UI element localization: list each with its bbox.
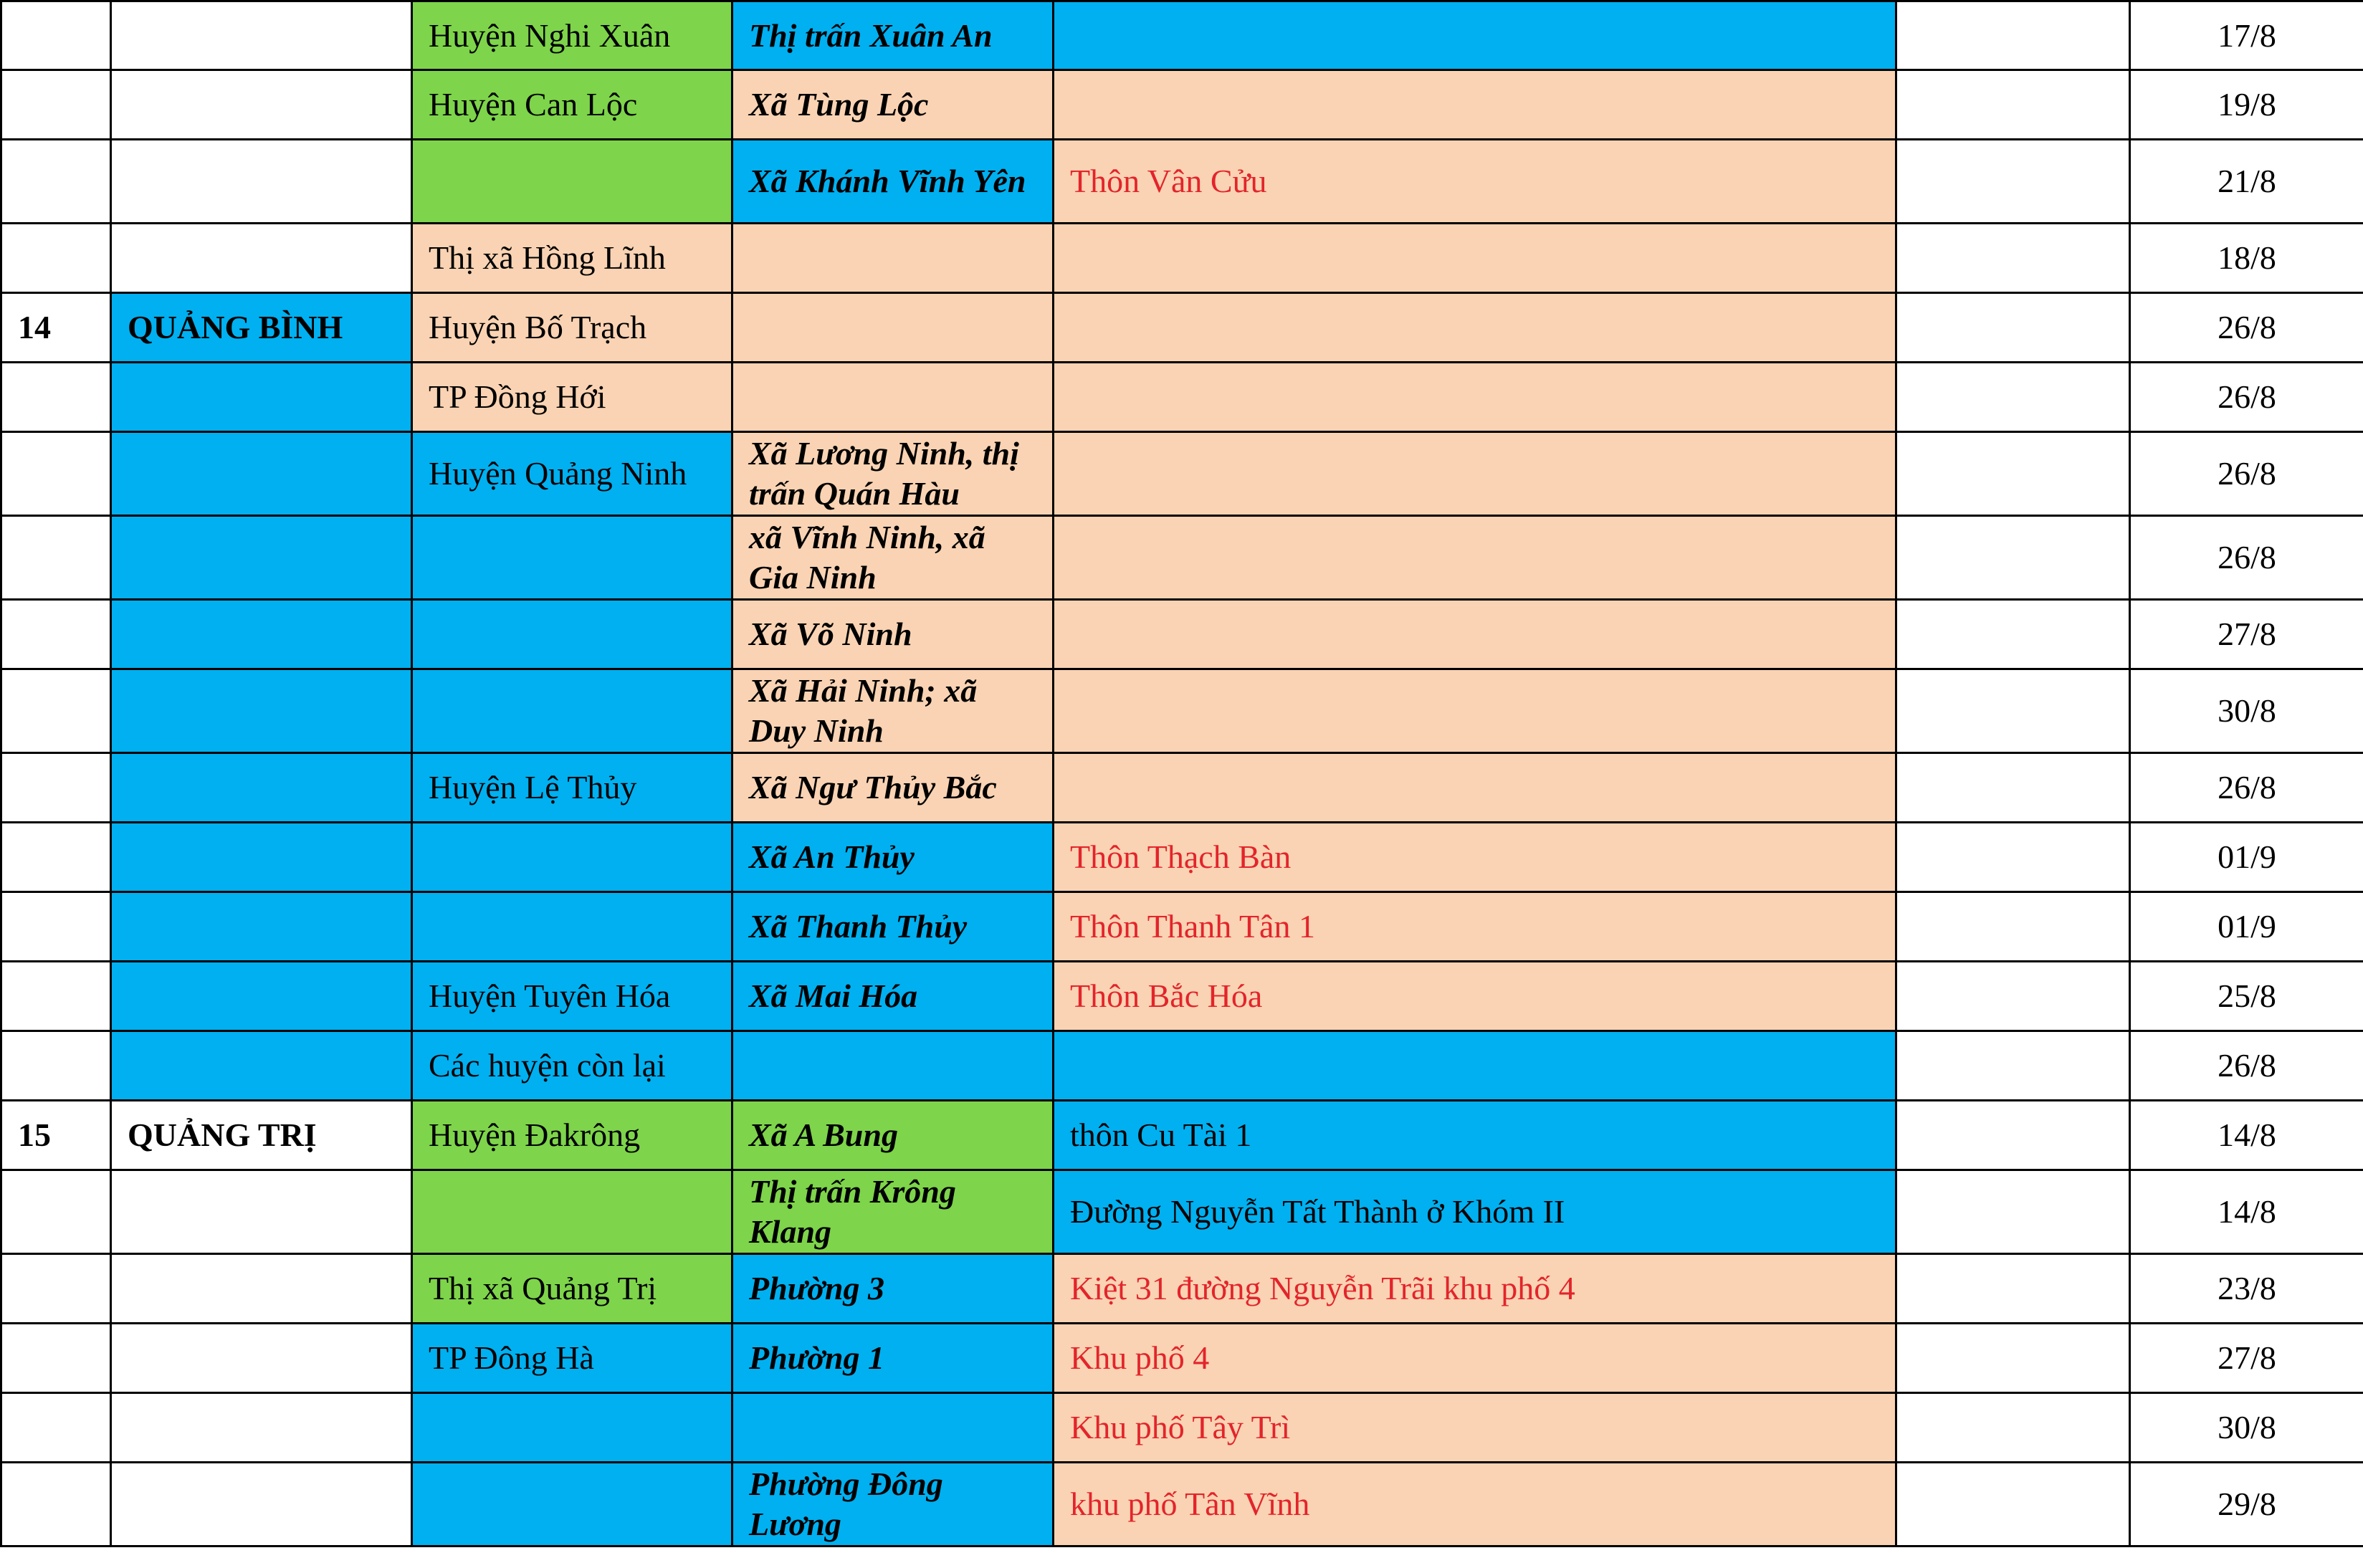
ward-cell <box>732 363 1054 432</box>
row-number: 14 <box>1 293 111 363</box>
extra-cell <box>1896 962 2130 1031</box>
village-cell <box>1054 600 1896 669</box>
district-cell: Huyện Bố Trạch <box>412 293 732 363</box>
table-row <box>1 1 2363 70</box>
table-row <box>1 293 2363 363</box>
ward-cell: Xã Mai Hóa <box>732 962 1054 1031</box>
ward-cell: Xã Võ Ninh <box>732 600 1054 669</box>
date-cell: 25/8 <box>2130 962 2363 1031</box>
date-cell: 26/8 <box>2130 363 2363 432</box>
province-cell <box>111 1170 412 1254</box>
table-row <box>1 516 2363 600</box>
date-cell: 29/8 <box>2130 1463 2363 1547</box>
village-cell: khu phố Tân Vĩnh <box>1054 1463 1896 1547</box>
ward-cell: Xã An Thủy <box>732 823 1054 892</box>
extra-cell <box>1896 823 2130 892</box>
table-row <box>1 1031 2363 1101</box>
table-row <box>1 363 2363 432</box>
table-row <box>1 1254 2363 1324</box>
district-cell: TP Đồng Hới <box>412 363 732 432</box>
province-cell <box>111 892 412 962</box>
village-cell <box>1054 224 1896 293</box>
ward-cell <box>732 293 1054 363</box>
village-cell: thôn Cu Tài 1 <box>1054 1101 1896 1170</box>
district-cell: Thị xã Quảng Trị <box>412 1254 732 1324</box>
extra-cell <box>1896 293 2130 363</box>
extra-cell <box>1896 1031 2130 1101</box>
village-cell: Thôn Thạch Bàn <box>1054 823 1896 892</box>
district-cell <box>412 669 732 753</box>
province-cell <box>111 823 412 892</box>
row-number <box>1 669 111 753</box>
district-cell <box>412 516 732 600</box>
row-number: 15 <box>1 1101 111 1170</box>
ward-cell: Thị trấn Xuân An <box>732 1 1054 70</box>
extra-cell <box>1896 1101 2130 1170</box>
table-row <box>1 1393 2363 1463</box>
date-cell: 27/8 <box>2130 600 2363 669</box>
table-row <box>1 962 2363 1031</box>
village-cell: Khu phố Tây Trì <box>1054 1393 1896 1463</box>
ward-cell <box>732 1031 1054 1101</box>
ward-cell: Xã A Bung <box>732 1101 1054 1170</box>
district-cell: Huyện Đakrông <box>412 1101 732 1170</box>
extra-cell <box>1896 70 2130 140</box>
table-row <box>1 1170 2363 1254</box>
extra-cell <box>1896 363 2130 432</box>
province-cell: QUẢNG TRỊ <box>111 1101 412 1170</box>
province-cell <box>111 140 412 224</box>
district-cell <box>412 600 732 669</box>
date-cell: 21/8 <box>2130 140 2363 224</box>
village-cell: Đường Nguyễn Tất Thành ở Khóm II <box>1054 1170 1896 1254</box>
row-number <box>1 753 111 823</box>
row-number <box>1 1393 111 1463</box>
table-row <box>1 140 2363 224</box>
village-cell <box>1054 432 1896 516</box>
row-number <box>1 70 111 140</box>
ward-cell: xã Vĩnh Ninh, xã Gia Ninh <box>732 516 1054 600</box>
village-cell <box>1054 516 1896 600</box>
district-cell <box>412 1170 732 1254</box>
ward-cell: Xã Ngư Thủy Bắc <box>732 753 1054 823</box>
village-cell <box>1054 1031 1896 1101</box>
village-cell: Thôn Bắc Hóa <box>1054 962 1896 1031</box>
extra-cell <box>1896 224 2130 293</box>
row-number <box>1 892 111 962</box>
village-cell: Khu phố 4 <box>1054 1324 1896 1393</box>
row-number <box>1 823 111 892</box>
district-cell: Thị xã Hồng Lĩnh <box>412 224 732 293</box>
row-number <box>1 962 111 1031</box>
province-cell <box>111 1254 412 1324</box>
row-number <box>1 224 111 293</box>
date-cell: 26/8 <box>2130 293 2363 363</box>
table-row <box>1 70 2363 140</box>
ward-cell: Phường Đông Lương <box>732 1463 1054 1547</box>
date-cell: 01/9 <box>2130 823 2363 892</box>
row-number <box>1 1170 111 1254</box>
province-cell <box>111 962 412 1031</box>
ward-cell: Xã Thanh Thủy <box>732 892 1054 962</box>
date-cell: 23/8 <box>2130 1254 2363 1324</box>
province-cell: QUẢNG BÌNH <box>111 293 412 363</box>
table-row <box>1 1463 2363 1547</box>
village-cell: Thôn Thanh Tân 1 <box>1054 892 1896 962</box>
province-cell <box>111 1031 412 1101</box>
row-number <box>1 516 111 600</box>
village-cell: Thôn Vân Cửu <box>1054 140 1896 224</box>
date-cell: 26/8 <box>2130 753 2363 823</box>
village-cell: Kiệt 31 đường Nguyễn Trãi khu phố 4 <box>1054 1254 1896 1324</box>
province-cell <box>111 70 412 140</box>
district-cell: Huyện Quảng Ninh <box>412 432 732 516</box>
village-cell <box>1054 363 1896 432</box>
extra-cell <box>1896 432 2130 516</box>
table-row <box>1 1101 2363 1170</box>
province-cell <box>111 363 412 432</box>
village-cell <box>1054 1 1896 70</box>
ward-cell: Xã Tùng Lộc <box>732 70 1054 140</box>
date-cell: 26/8 <box>2130 432 2363 516</box>
village-cell <box>1054 293 1896 363</box>
row-number <box>1 600 111 669</box>
province-cell <box>111 1324 412 1393</box>
district-cell: Các huyện còn lại <box>412 1031 732 1101</box>
row-number <box>1 1 111 70</box>
district-cell <box>412 823 732 892</box>
table-row <box>1 224 2363 293</box>
extra-cell <box>1896 669 2130 753</box>
extra-cell <box>1896 1254 2130 1324</box>
village-cell <box>1054 753 1896 823</box>
row-number <box>1 432 111 516</box>
table-row <box>1 753 2363 823</box>
village-cell <box>1054 669 1896 753</box>
date-cell: 19/8 <box>2130 70 2363 140</box>
extra-cell <box>1896 1393 2130 1463</box>
date-cell: 01/9 <box>2130 892 2363 962</box>
ward-cell: Xã Hải Ninh; xã Duy Ninh <box>732 669 1054 753</box>
extra-cell <box>1896 600 2130 669</box>
province-cell <box>111 669 412 753</box>
row-number <box>1 1463 111 1547</box>
date-cell: 18/8 <box>2130 224 2363 293</box>
extra-cell <box>1896 516 2130 600</box>
table-row <box>1 669 2363 753</box>
row-number <box>1 1254 111 1324</box>
extra-cell <box>1896 753 2130 823</box>
date-cell: 26/8 <box>2130 516 2363 600</box>
district-cell: TP Đông Hà <box>412 1324 732 1393</box>
ward-cell: Phường 3 <box>732 1254 1054 1324</box>
date-cell: 30/8 <box>2130 1393 2363 1463</box>
village-cell <box>1054 70 1896 140</box>
table-row <box>1 892 2363 962</box>
extra-cell <box>1896 1170 2130 1254</box>
row-number <box>1 1324 111 1393</box>
table-row <box>1 432 2363 516</box>
row-number <box>1 363 111 432</box>
district-cell: Huyện Lệ Thủy <box>412 753 732 823</box>
date-cell: 17/8 <box>2130 1 2363 70</box>
district-cell <box>412 1463 732 1547</box>
province-cell <box>111 516 412 600</box>
row-number <box>1 1031 111 1101</box>
province-cell <box>111 432 412 516</box>
district-cell <box>412 1393 732 1463</box>
province-cell <box>111 1463 412 1547</box>
district-cell: Huyện Nghi Xuân <box>412 1 732 70</box>
date-cell: 14/8 <box>2130 1101 2363 1170</box>
ward-cell <box>732 1393 1054 1463</box>
table-row <box>1 1324 2363 1393</box>
table-body <box>1 1 2363 1547</box>
date-cell: 30/8 <box>2130 669 2363 753</box>
province-cell <box>111 600 412 669</box>
province-cell <box>111 1393 412 1463</box>
ward-cell: Xã Khánh Vĩnh Yên <box>732 140 1054 224</box>
ward-cell <box>732 224 1054 293</box>
province-cell <box>111 753 412 823</box>
ward-cell: Thị trấn Krông Klang <box>732 1170 1054 1254</box>
table-row <box>1 600 2363 669</box>
extra-cell <box>1896 1324 2130 1393</box>
ward-cell: Xã Lương Ninh, thị trấn Quán Hàu <box>732 432 1054 516</box>
date-cell: 26/8 <box>2130 1031 2363 1101</box>
district-cell: Huyện Tuyên Hóa <box>412 962 732 1031</box>
date-cell: 14/8 <box>2130 1170 2363 1254</box>
extra-cell <box>1896 1 2130 70</box>
table-row <box>1 823 2363 892</box>
row-number <box>1 140 111 224</box>
extra-cell <box>1896 892 2130 962</box>
province-cell <box>111 224 412 293</box>
district-cell <box>412 892 732 962</box>
date-cell: 27/8 <box>2130 1324 2363 1393</box>
district-cell <box>412 140 732 224</box>
ward-cell: Phường 1 <box>732 1324 1054 1393</box>
district-cell: Huyện Can Lộc <box>412 70 732 140</box>
extra-cell <box>1896 140 2130 224</box>
extra-cell <box>1896 1463 2130 1547</box>
province-cell <box>111 1 412 70</box>
